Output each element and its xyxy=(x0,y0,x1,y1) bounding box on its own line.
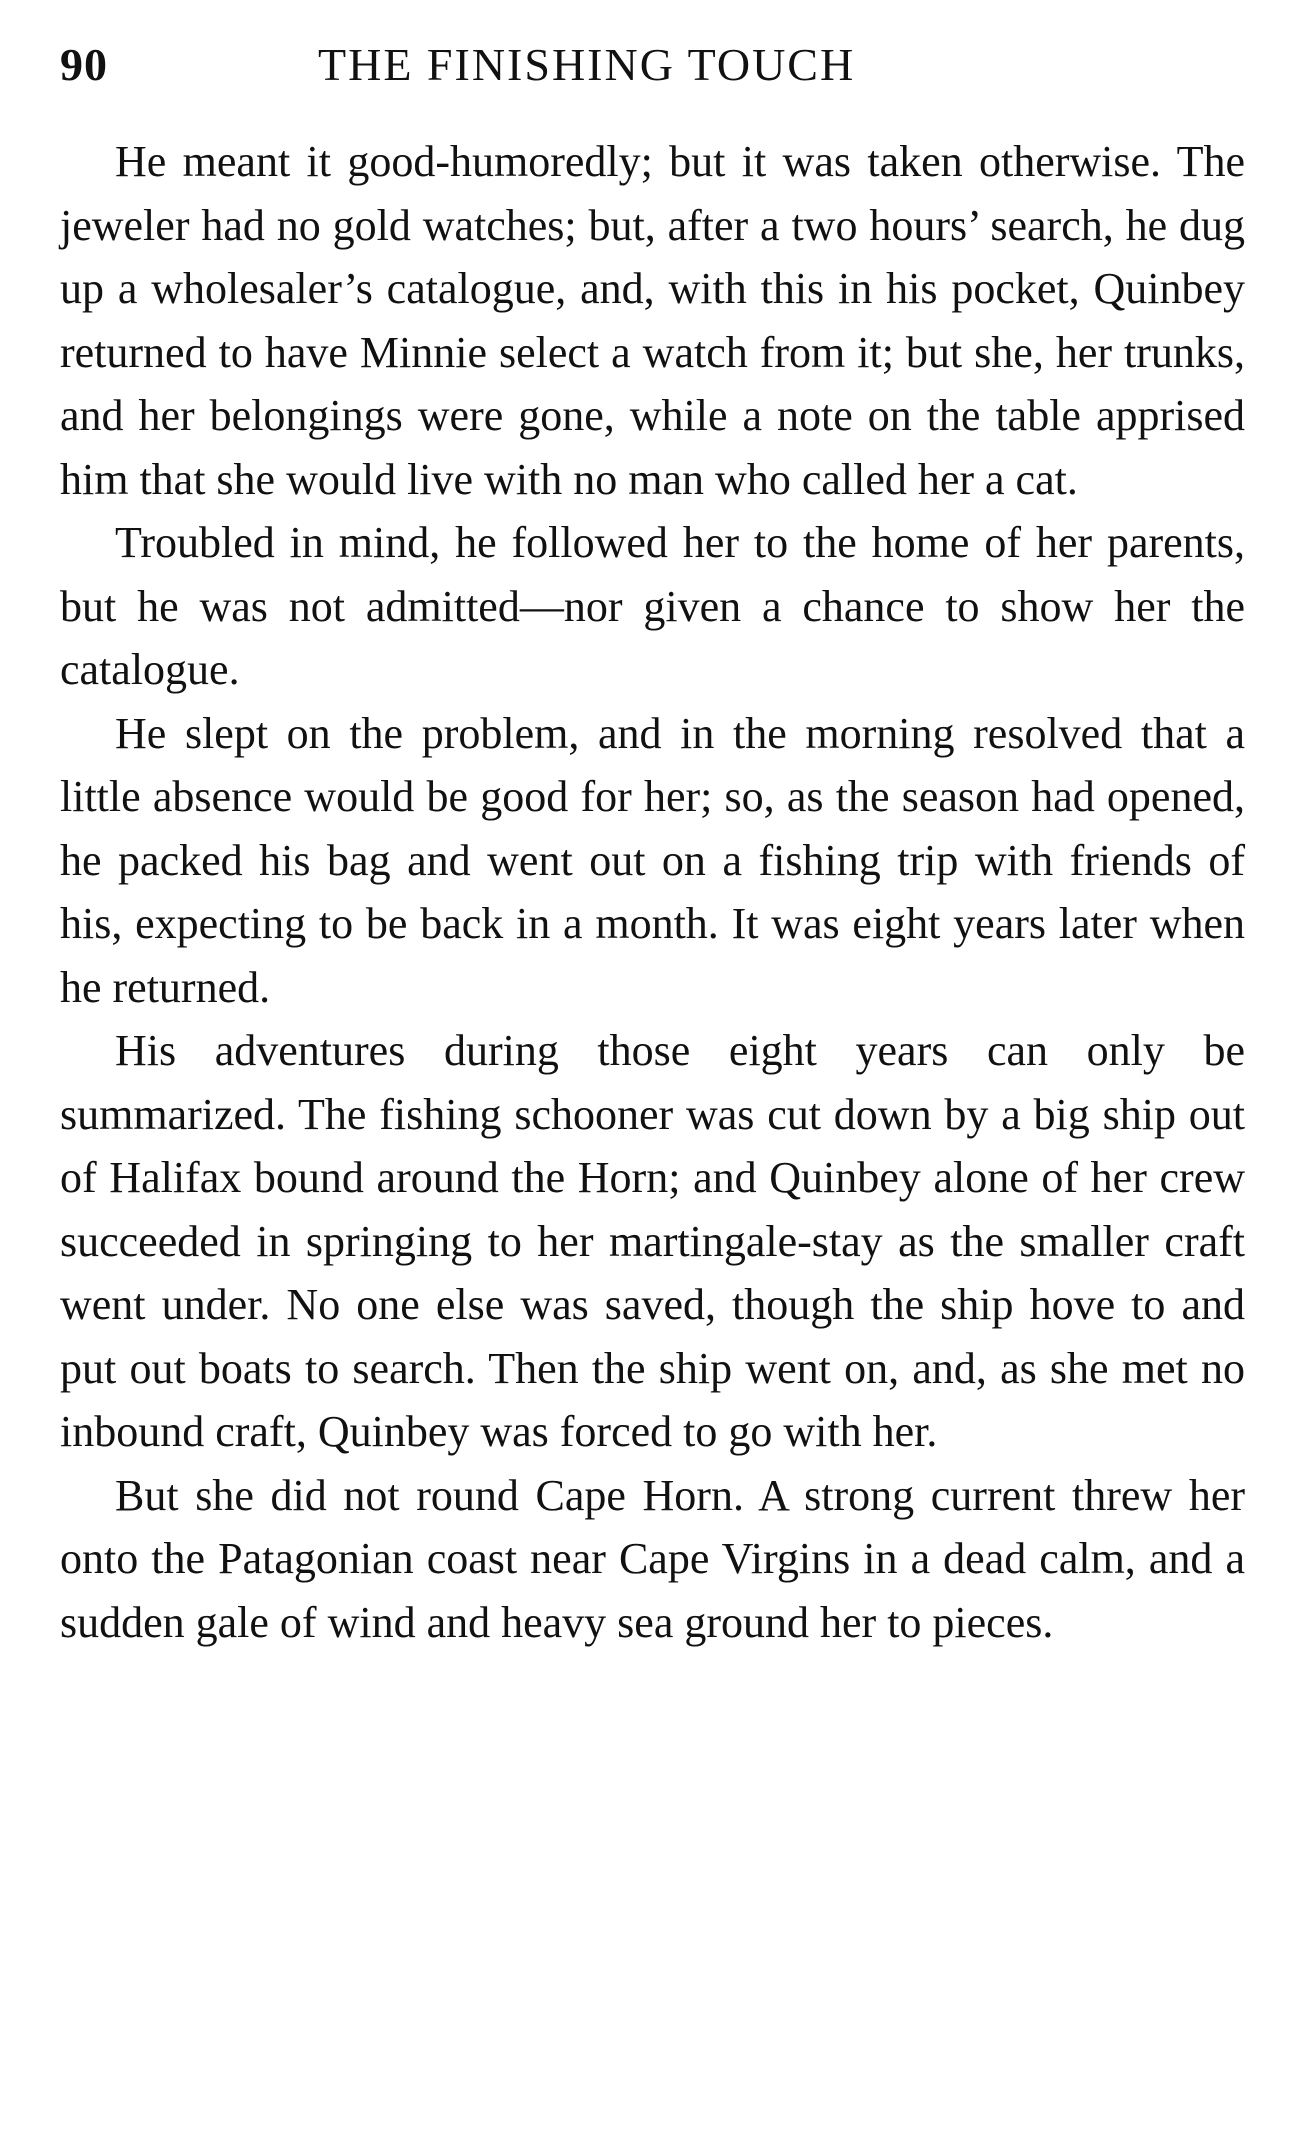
running-title: THE FINISHING TOUCH xyxy=(318,39,856,90)
page-number: 90 xyxy=(60,39,108,90)
paragraph-2: Troubled in mind, he followed her to the home of her parents, but he was not admitted—nor given a chance to show her the catalogue. xyxy=(60,518,1245,694)
book-page xyxy=(60,30,1245,1654)
paragraph-3: He slept on the problem, and in the morning resolved that a little absence would be good for her; so, as the season had opened, he packed his bag and went out on a fishing trip with friends of his, expecting to be back in a month. It was eight years later when he returned. xyxy=(60,708,1245,1012)
paragraph-1: He meant it good-humoredly; but it was taken otherwise. The jeweler had no gold watches; but, after a two hours’ search, he dug up a wholesaler’s catalogue, and, with this in his pocket, Quinbey returned to have Minnie select a watch from it; but she, her trunks, and her belongings were gone, while a note on the table apprised him that she would live with no man who called her a cat. xyxy=(60,137,1245,504)
running-head xyxy=(60,30,1245,100)
paragraph-4: His adventures during those eight years can only be summarized. The fishing schooner was cut down by a big ship out of Halifax bound around the Horn; and Quinbey alone of her crew succeeded in springing to her martingale-stay as the smaller craft went under. No one else was saved, though the ship hove to and put out boats to search. Then the ship went on, and, as she met no inbound craft, Quinbey was forced to go with her. xyxy=(60,1026,1245,1456)
body-text xyxy=(60,130,1245,1654)
paragraph-5: But she did not round Cape Horn. A strong current threw her onto the Patagonian coast near Cape Virgins in a dead calm, and a sudden gale of wind and heavy sea ground her to pieces. xyxy=(60,1470,1245,1647)
